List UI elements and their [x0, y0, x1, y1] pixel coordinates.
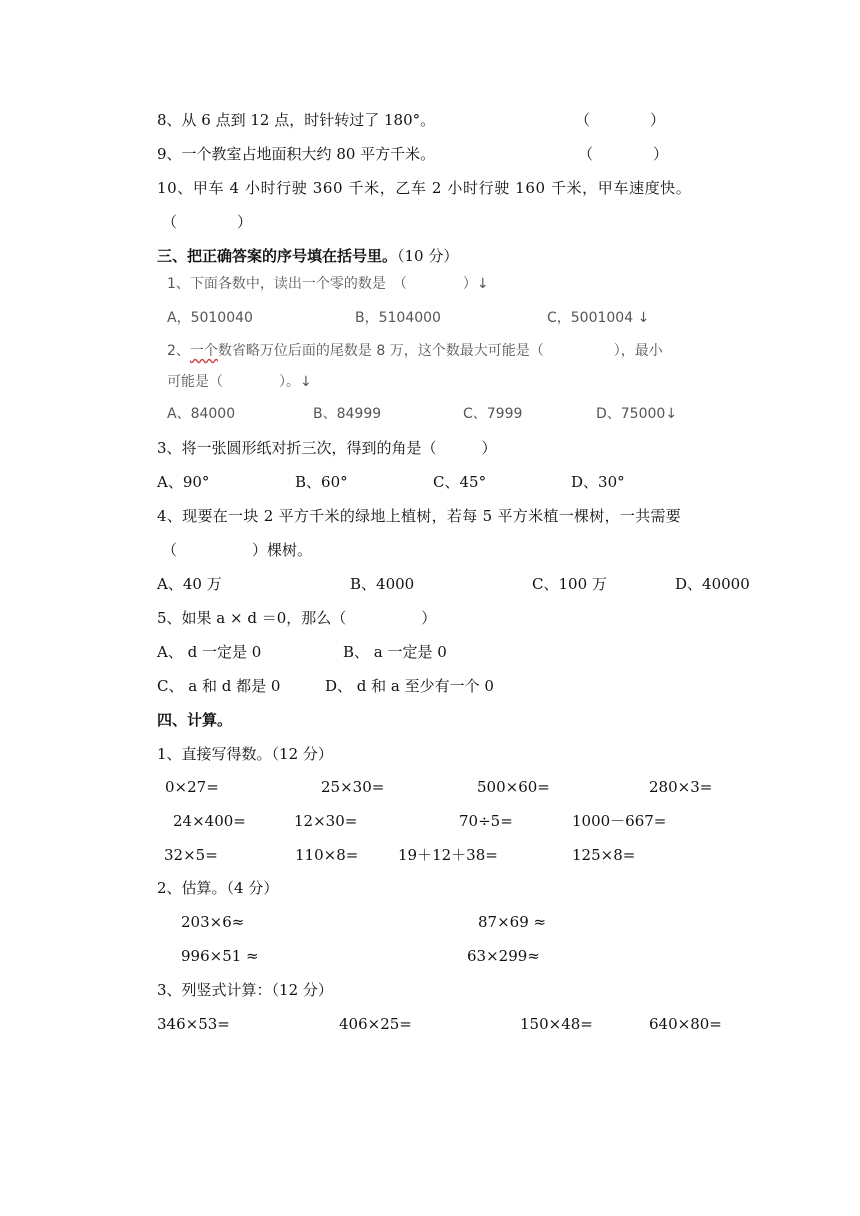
sec4-part2-title: 2、估算。（4 分）	[157, 879, 279, 897]
question-8-text: 8、从 6 点到 12 点，时针转过了 180°。	[157, 111, 436, 129]
sec3-q5-option-d: D、 d 和 a 至少有一个 0	[325, 677, 494, 695]
sec3-q3-option-c: C、45°	[433, 473, 487, 491]
sec3-q2-number: 2、	[167, 343, 190, 359]
vertical-calc-item: 346×53=	[157, 1015, 230, 1033]
sec3-q2-wavy-word: 一个	[189, 343, 218, 359]
sec3-q2-option-b: B、84999	[313, 406, 382, 422]
sec3-q3-option-d: D、30°	[571, 473, 625, 491]
sec3-q3-option-b: B、60°	[295, 473, 348, 491]
sec3-q3-option-a: A、90°	[157, 473, 210, 491]
sec3-q4-line2: （ ）棵树。	[162, 541, 313, 559]
calc-item: 19＋12＋38=	[398, 846, 498, 864]
sec3-q5-text: 5、如果 a × d ＝0，那么（ ）	[157, 609, 437, 627]
calc-item: 125×8=	[572, 846, 636, 864]
sec3-q4-option-d: D、40000	[675, 575, 750, 593]
vertical-calc-item: 150×48=	[520, 1015, 593, 1033]
estimate-item: 203×6≈	[181, 913, 245, 931]
sec3-q1-text: 1、下面各数中，读出一个零的数是 （ ）↓	[167, 276, 489, 292]
estimate-item: 996×51 ≈	[181, 947, 259, 965]
sec3-q1-option-c: C，5001004 ↓	[547, 310, 650, 326]
sec4-part1-title: 1、直接写得数。（12 分）	[157, 745, 333, 763]
section-3-score: （10 分）	[397, 247, 459, 265]
calc-item: 24×400=	[173, 812, 246, 830]
calc-item: 280×3=	[649, 778, 713, 796]
vertical-calc-item: 640×80=	[649, 1015, 722, 1033]
calc-item: 0×27=	[165, 778, 219, 796]
question-10-text: 10、甲车 4 小时行驶 360 千米，乙车 2 小时行驶 160 千米，甲车速度快。	[157, 179, 692, 197]
sec3-q2-option-c: C、7999	[463, 406, 523, 422]
sec4-part3-title: 3、列竖式计算：（12 分）	[157, 981, 333, 999]
question-8-answer-blank[interactable]: （ ）	[575, 111, 666, 129]
section-4-title: 四、计算。	[157, 711, 233, 729]
sec3-q1-option-a: A，5010040	[167, 310, 253, 326]
sec3-q2-line1	[167, 341, 663, 361]
sec3-q2-line2: 可能是（ ）。↓	[167, 374, 312, 390]
sec3-q4-option-c: C、100 万	[532, 575, 607, 593]
sec3-q5-option-b: B、 a 一定是 0	[343, 643, 447, 661]
question-8	[157, 110, 435, 130]
sec3-q1-option-b: B，5104000	[355, 310, 441, 326]
calc-item: 500×60=	[477, 778, 550, 796]
question-9-answer-blank[interactable]: （ ）	[578, 145, 669, 163]
sec3-q5-option-c: C、 a 和 d 都是 0	[157, 677, 281, 695]
question-9	[157, 144, 435, 164]
sec3-q2-option-d: D、75000↓	[596, 406, 678, 422]
estimate-item: 63×299≈	[467, 947, 540, 965]
sec3-q4-line1: 4、现要在一块 2 平方千米的绿地上植树，若每 5 平方米植一棵树，一共需要	[157, 507, 682, 525]
sec3-q4-option-a: A、40 万	[157, 575, 222, 593]
section-3-title: 三、把正确答案的序号填在括号里。	[157, 247, 398, 265]
vertical-calc-item: 406×25=	[339, 1015, 412, 1033]
calc-item: 32×5=	[164, 846, 218, 864]
calc-item: 12×30=	[294, 812, 358, 830]
calc-item: 70÷5=	[459, 812, 513, 830]
calc-item: 1000－667=	[572, 812, 667, 830]
section-3-heading	[157, 246, 458, 266]
sec3-q2-option-a: A、84000	[167, 406, 236, 422]
question-10-answer-blank[interactable]: （ ）	[162, 213, 253, 231]
estimate-item: 87×69 ≈	[478, 913, 547, 931]
question-9-text: 9、一个教室占地面积大约 80 平方千米。	[157, 145, 436, 163]
calc-item: 110×8=	[295, 846, 359, 864]
sec3-q3-text: 3、将一张圆形纸对折三次，得到的角是（ ）	[157, 439, 497, 457]
sec3-q5-option-a: A、 d 一定是 0	[157, 643, 262, 661]
calc-item: 25×30=	[321, 778, 385, 796]
sec3-q2-line1-rest: 数省略万位后面的尾数是 8 万，这个数最大可能是（ ），最小	[217, 343, 663, 359]
sec3-q4-option-b: B、4000	[350, 575, 415, 593]
